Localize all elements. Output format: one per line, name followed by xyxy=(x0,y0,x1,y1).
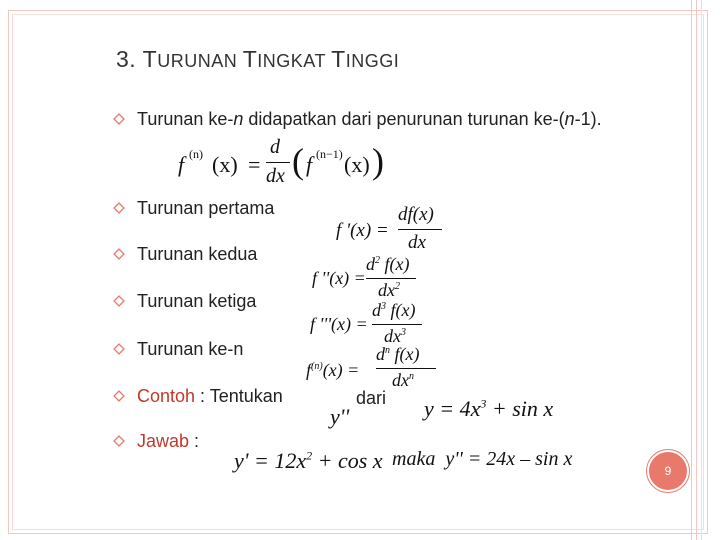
bullet-icon xyxy=(113,113,125,125)
slide-title: 3. TURUNAN TINGKAT TINGGI xyxy=(116,46,400,72)
bullet-text-first: Turunan pertama xyxy=(137,198,275,218)
bullet-text-third: Turunan ketiga xyxy=(137,291,257,311)
bullet-icon xyxy=(113,390,125,402)
formula-example-target: y'' xyxy=(330,404,350,429)
right-decor-bar xyxy=(691,0,707,540)
formula-example-function: $y = 4x^3 + \sin x$ xyxy=(424,396,554,421)
bullet-text-nth: Turunan ke-n xyxy=(137,339,244,359)
formula-answer-first: $y' = 12x^2 + \cos x$ xyxy=(234,448,383,473)
bullet-icon xyxy=(113,435,125,447)
bullet-text-definition: Turunan ke-n didapatkan dari penurunan turunan ke-(n-1). xyxy=(137,109,602,129)
formula-answer-second: maka y'' = 24x – sin x xyxy=(392,448,573,470)
bullet-icon xyxy=(113,295,125,307)
bullet-icon xyxy=(113,343,125,355)
bullet-text-second: Turunan kedua xyxy=(137,244,258,264)
bullet-text-example: Contoh : Tentukan xyxy=(137,386,283,406)
example-dari-text: dari xyxy=(356,388,387,408)
page-number-badge: 9 xyxy=(647,450,689,492)
bullet-icon xyxy=(113,202,125,214)
bullet-icon xyxy=(113,248,125,260)
bullet-text-answer: Jawab : xyxy=(137,431,200,451)
